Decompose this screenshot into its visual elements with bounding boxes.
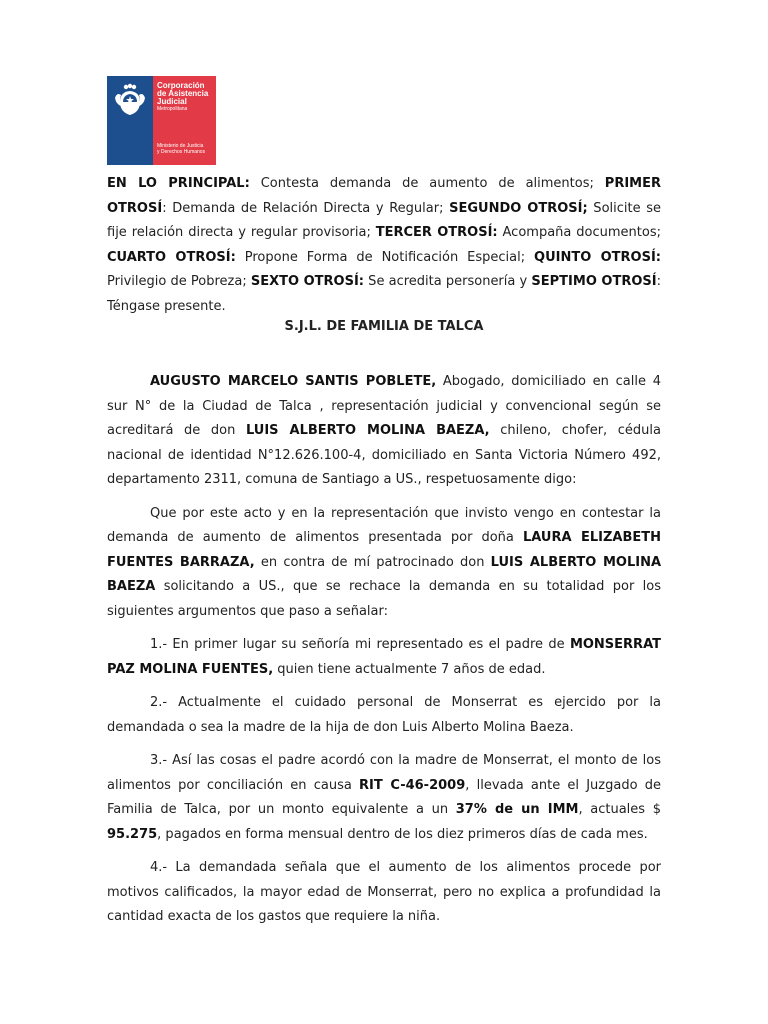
- court-heading: S.J.L. DE FAMILIA DE TALCA: [284, 319, 484, 334]
- logo-name: [157, 82, 208, 113]
- argument-1-text-1: 1.- En primer lugar su señoría mi representado es el padre de: [150, 637, 570, 652]
- intro-text-1: Abogado, domiciliado en calle 4 sur N° de la Ciudad de Talca , representación judicial y convencional según se acreditará de don: [107, 374, 661, 438]
- amount-value: 95.275: [107, 826, 158, 842]
- otrosi-6-text: Se acredita personería y: [364, 274, 532, 289]
- client-name-2: LUIS ALBERTO MOLINA BAEZA: [107, 554, 662, 594]
- summary-paragraph: [107, 172, 661, 319]
- principal-text: Contesta demanda de aumento de alimentos;: [249, 176, 605, 191]
- document-summary: [107, 172, 661, 319]
- argument-3: [107, 749, 661, 847]
- answer-text-2: en contra de mí patrocinado don: [254, 554, 491, 570]
- logo-text-panel: [153, 76, 216, 165]
- logo-region: Metropolitana: [157, 106, 188, 112]
- answer-text-3: solicitando a US., que se rechace la demanda en su totalidad por los siguientes argumentos que paso a señalar:: [107, 579, 661, 619]
- client-name: LUIS ALBERTO MOLINA BAEZA,: [245, 423, 490, 438]
- otrosi-3-label: TERCER OTROSÍ:: [375, 225, 498, 240]
- otrosi-5-text: Privilegio de Pobreza;: [107, 274, 251, 289]
- otrosi-2-label: SEGUNDO OTROSÍ;: [449, 200, 588, 216]
- percentage-imm: 37% de un IMM: [455, 802, 579, 817]
- otrosi-7-label: SEPTIMO OTROSÍ: [531, 274, 657, 289]
- corporation-logo: [107, 76, 216, 165]
- otrosi-3-text: Acompaña documentos;: [497, 225, 661, 240]
- answer-text-1: Que por este acto y en la representación que invisto vengo en contestar la demanda de aumento de alimentos presentada por doña: [107, 505, 661, 545]
- logo-ministry-line-1: Ministerio de Justicia: [157, 143, 204, 149]
- logo-name-line-1: Corporación: [157, 81, 205, 90]
- plaintiff-name: LAURA ELIZABETH FUENTES BARRAZA,: [107, 530, 662, 570]
- argument-3-text-4: , pagados en forma mensual dentro de los diez primeros días de cada mes.: [157, 826, 648, 842]
- otrosi-7-text: : Téngase presente.: [107, 274, 662, 314]
- argument-4: [107, 856, 661, 930]
- argument-1-text-2: quien tiene actualmente 7 años de edad.: [273, 661, 546, 677]
- argument-1: [107, 633, 661, 682]
- otrosi-6-label: SEXTO OTROSÍ:: [250, 274, 365, 289]
- otrosi-2-text: Solicite se fije relación directa y regular provisoria;: [107, 200, 661, 240]
- otrosi-4-text: Propone Forma de Notificación Especial;: [235, 249, 535, 265]
- argument-2: [107, 691, 661, 740]
- document-body: [107, 370, 661, 930]
- case-number: RIT C-46-2009: [359, 777, 466, 793]
- argument-2-text: 2.- Actualmente el cuidado personal de Monserrat es ejercido por la demandada o sea la madre de la hija de don Luis Alberto Molina Baeza.: [107, 695, 661, 735]
- child-name: MONSERRAT PAZ MOLINA FUENTES,: [107, 637, 661, 677]
- intro-text-2: chileno, chofer, cédula nacional de identidad N°12.626.100-4, domiciliado en Santa Victoria Número 492, departamento 2311, comuna de Santiago a US., respetuosamente digo:: [107, 423, 661, 487]
- logo-ministry-line-2: y Derechos Humanos: [157, 149, 206, 155]
- principal-label: EN LO PRINCIPAL:: [107, 176, 250, 191]
- logo-ministry: [157, 143, 205, 155]
- logo-name-line-2: de Asistencia: [157, 89, 209, 98]
- coat-of-arms-icon: [111, 82, 149, 118]
- lawyer-name: AUGUSTO MARCELO SANTIS POBLETE,: [150, 374, 437, 389]
- logo-name-line-3: Judicial: [157, 97, 187, 106]
- otrosi-1-label: PRIMER OTROSÍ: [107, 176, 661, 216]
- otrosi-1-text: : Demanda de Relación Directa y Regular;: [162, 200, 450, 216]
- otrosi-5-label: QUINTO OTROSÍ:: [534, 249, 661, 265]
- answer-paragraph: [107, 502, 661, 625]
- argument-3-text-1: 3.- Así las cosas el padre acordó con la madre de Monserrat, el monto de los alimentos por conciliación en causa: [107, 753, 661, 793]
- argument-3-text-2: , llevada ante el Juzgado de Familia de Talca, por un monto equivalente a un: [107, 777, 661, 817]
- otrosi-4-label: CUARTO OTROSÍ:: [107, 249, 236, 265]
- logo-emblem-panel: [107, 76, 153, 165]
- argument-3-text-3: , actuales $: [578, 802, 661, 817]
- argument-4-text: 4.- La demandada señala que el aumento de los alimentos procede por motivos calificados, la mayor edad de Monserrat, pero no explica a profundidad la cantidad exacta de los gastos que requiere la niña.: [107, 860, 661, 924]
- intro-paragraph: [107, 370, 661, 493]
